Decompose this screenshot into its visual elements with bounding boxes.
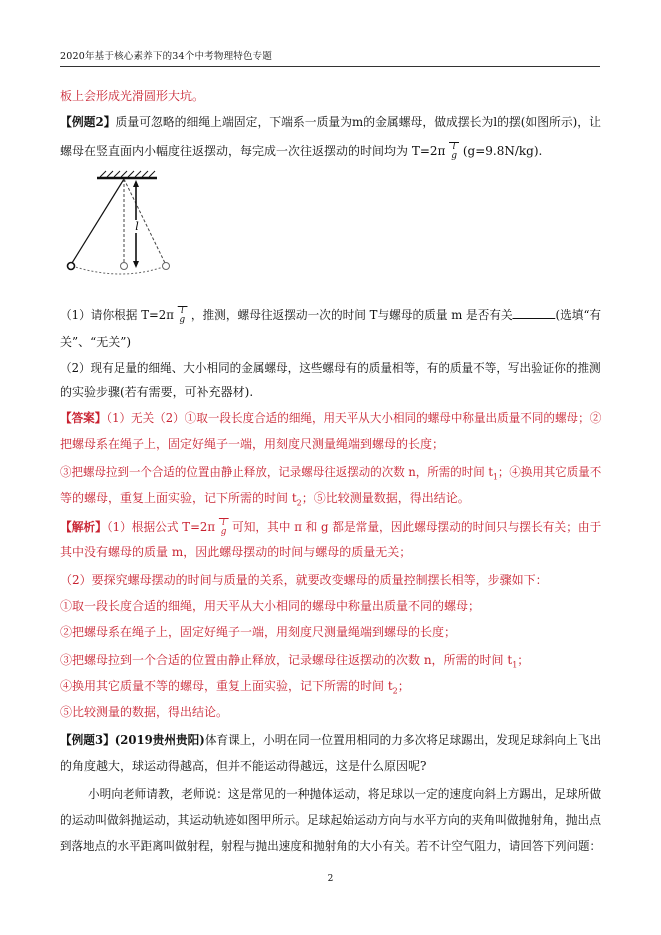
text: ；⑤比较测量数据，得出结论。 — [301, 491, 470, 505]
fraction — [180, 307, 186, 325]
analysis-line2: 其中没有螺母的质量 m，因此螺母摆动的时间与螺母的质量无关； — [60, 545, 412, 559]
text: ③把螺母拉到一个合适的位置由静止释放，记录螺母往返摆动的次数 n，所需的时间 t — [60, 465, 493, 479]
text: ④换用其它质量不等的螺母，重复上面实验，记下所需的时间 t — [60, 679, 393, 693]
text: ，推测，螺母往返摆动一次的时间 T与螺母的质量 m 是否有关 — [190, 308, 513, 322]
text-line: 板上会形成光滑圆形大坑。 — [60, 89, 205, 103]
arrow-head-bottom — [133, 261, 139, 268]
length-label: l — [135, 220, 139, 233]
q1-line2: 关”、“无关”) — [60, 335, 132, 349]
text: 质量可忽略的细绳上端固定，下端系一质量为m的金属螺母，做成摆长为l的摆(如图所示)，让 — [115, 115, 601, 129]
text: ； — [517, 653, 530, 667]
text: 体育课上，小明在同一位置用相同的力多次将足球踢出，发现足球斜向上飞出 — [204, 733, 602, 747]
example3-line1 — [60, 732, 601, 748]
fraction-numerator: l — [222, 518, 225, 528]
analysis-line3: （2）要探究螺母摆动的时间与质量的关系，就要改变螺母的质量控制摆长相等，步骤如下： — [60, 573, 548, 587]
text: (选填“有 — [555, 308, 602, 322]
example3-tag: 【例题3】(2019贵州贵阳) — [60, 733, 205, 747]
analysis-line5: ②把螺母系在绳子上，固定好绳子一端，用刻度尺测量绳端到螺母的长度； — [60, 625, 457, 639]
fraction-numerator: l — [180, 306, 184, 316]
fraction — [221, 519, 227, 537]
analysis-line8: ⑤比较测量的数据，得出结论。 — [60, 705, 229, 719]
example3-line2: 的角度越大，球运动得越高，但并不能运动得越远，这是什么原因呢? — [60, 759, 427, 773]
subscript: 2 — [392, 686, 398, 696]
text: ； — [397, 679, 410, 693]
text: 可知，其中 π 和 g 都是常量，因此螺母摆动的时间只与摆长有关；由于 — [232, 520, 602, 534]
header-rule — [60, 66, 600, 67]
arrow-head-top — [133, 180, 139, 187]
answer-line3 — [60, 464, 601, 485]
text: ；④换用其它质量不 — [497, 465, 602, 479]
subscript: 2 — [296, 498, 302, 508]
page-header: 2020年基于核心素养下的34个中考物理特色专题 — [60, 51, 273, 62]
sqrt-formula — [449, 142, 459, 161]
example3-line3: 小明向老师请教，老师说：这是常见的一种抛体运动，将足球以一定的速度向斜上方踢出，足球所做 — [88, 787, 602, 801]
analysis-line1 — [60, 518, 601, 537]
text: 螺母在竖直面内小幅度往返摆动，每完成一次往返摆动的时间均为 T=2π — [60, 144, 446, 158]
page-number: 2 — [327, 874, 334, 884]
answer-line1 — [60, 410, 601, 426]
q2-line2: 的实验步骤(若有需要，可补充器材). — [60, 385, 254, 399]
example2-line1 — [60, 114, 601, 130]
fraction-numerator: l — [452, 142, 456, 152]
example2-tag: 【例题2】 — [60, 115, 116, 129]
text: （1）无关（2）①取一段长度合适的细绳，用天平从大小相同的螺母中称量出质量不同的螺母；② — [106, 411, 602, 425]
answer-blank — [513, 308, 556, 319]
nut-right — [163, 263, 170, 270]
text: （1）根据公式 T=2π — [106, 520, 216, 534]
fraction-denominator: g — [451, 151, 457, 161]
text: 等的螺母，重复上面实验，记下所需的时间 t — [60, 491, 297, 505]
ceiling-hatch — [100, 171, 155, 177]
pendulum-figure — [62, 170, 182, 282]
subscript: 1 — [512, 660, 518, 670]
example3-line4: 的运动叫做斜抛运动，其运动轨迹如图甲所示。足球起始运动方向与水平方向的夹角叫做抛射角，抛出点 — [60, 813, 602, 827]
nut-center — [121, 263, 128, 270]
swing-arc — [72, 266, 166, 274]
nut-left — [68, 263, 75, 270]
analysis-line6 — [60, 652, 529, 673]
sqrt-formula — [219, 518, 229, 537]
subscript: 1 — [492, 472, 498, 482]
answer-tag: 【答案】 — [60, 411, 107, 425]
answer-line2: 把螺母系在绳子上，固定好绳子一端，用刻度尺测量绳端到螺母的长度； — [60, 437, 445, 451]
text: ③把螺母拉到一个合适的位置由静止释放，记录螺母往返摆动的次数 n，所需的时间 t — [60, 653, 513, 667]
example2-line2 — [60, 142, 542, 161]
answer-line4 — [60, 490, 470, 511]
sqrt-formula — [178, 306, 188, 325]
text: (g=9.8N/kg). — [462, 144, 543, 158]
string-right — [124, 179, 165, 263]
fraction-denominator: g — [179, 315, 186, 325]
q1-line1 — [60, 306, 601, 325]
string-left — [72, 179, 124, 263]
fraction — [451, 143, 457, 161]
analysis-tag: 【解析】 — [60, 520, 107, 534]
example3-line5: 到落地点的水平距离叫做射程，射程与抛出速度和抛射角的大小有关。若不计空气阻力，请回答下列问题： — [60, 839, 602, 853]
text: （1）请你根据 T=2π — [60, 308, 174, 322]
analysis-line4: ①取一段长度合适的细绳，用天平从大小相同的螺母中称量出质量不同的螺母； — [60, 599, 481, 613]
q2-line1: （2）现有足量的细绳、大小相同的金属螺母，这些螺母有的质量相等，有的质量不等，写出验证你的推测 — [60, 361, 601, 375]
fraction-denominator: g — [220, 527, 227, 537]
analysis-line7 — [60, 678, 410, 699]
